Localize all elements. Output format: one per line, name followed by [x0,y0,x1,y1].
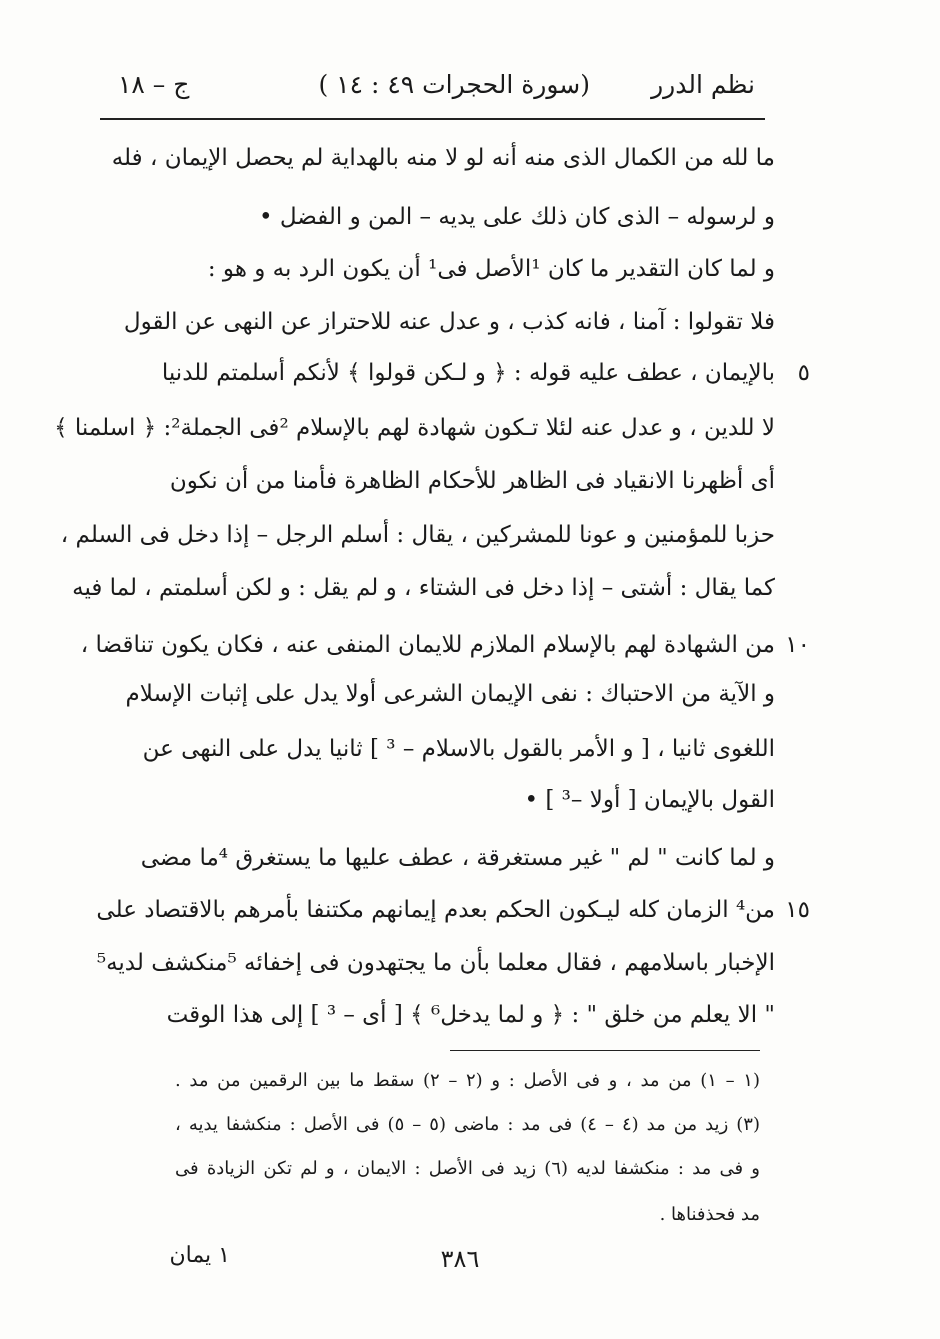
text-line: ما لله من الكمال الذى منه أنه لو لا منه بالهداية لم يحصل الإيمان ، فله [111,145,775,171]
line-number: ١٠ [785,632,810,658]
text-line: من⁴ الزمان كله ليـكون الحكم بعدم إيمانهم مكتنفا بأمرهم بالاقتصاد على [96,897,775,923]
text-line: " الا يعلم من خلق " : ﴿ و لما يدخل⁶ ﴾ [ أى – ³ ] إلى هذا الوقت [166,1002,775,1028]
page-number: ٣٨٦ [440,1245,480,1273]
book-title: نظم الدرر [651,70,755,99]
text-line: فلا تقولوا : آمنا ، فانه كذب ، و عدل عنه للاحتراز عن النهى عن القول [123,309,775,335]
line-number: ٥ [797,360,810,386]
running-header [100,66,765,106]
footnote-line: و فى مد : منكشفا لديه (٦) زيد فى الأصل : الايمان ، و لم تكن الزيادة فى [175,1158,760,1179]
text-line: الإخبار باسلامهم ، فقال معلما بأن ما يجتهدون فى إخفائه ⁵منكشف لديه⁵ [96,950,775,976]
text-line: حزبا للمؤمنين و عونا للمشركين ، يقال : أسلم الرجل – إذا دخل فى السلم ، [60,522,775,548]
text-line: و الآية من الاحتباك : نفى الإيمان الشرعى أولا يدل على إثبات الإسلام [125,681,775,707]
footnote-line: (٣) زيد من مد (٤ – ٤) فى مد : ماضى (٥ – ٥) فى الأصل : منكشفا يديه ، [175,1114,760,1135]
text-line: و لرسوله – الذى كان ذلك على يديه – المن و الفضل • [259,204,775,230]
surah-reference: (سورة الحجرات ٤٩ : ١٤ ) [318,70,590,99]
text-line: و لما كانت " لم " غير مستغرقة ، عطف عليها ما يستغرق ⁴ما مضى [140,845,775,871]
catchword: ١ يمان [169,1243,230,1268]
text-line: بالإيمان ، عطف عليه قوله : ﴿ و لـكن قولوا ﴾ لأنكم أسلمتم للدنيا [161,360,775,386]
text-line: لا للدين ، و عدل عنه لئلا تـكون شهادة لهم بالإسلام ²فى الجملة²: ﴿ اسلمنا ﴾ [54,415,775,441]
footnote-line: (١ – ١) من مد ، و فى الأصل : و (٢ – ٢) سقط ما بين الرقمين من مد . [175,1070,760,1091]
text-line: أى أظهرنا الانقياد فى الظاهر للأحكام الظاهرة فأمنا من أن نكون [169,468,775,494]
text-line: كما يقال : أشتى – إذا دخل فى الشتاء ، و لم يقل : و لكن أسلمتم ، لما فيه [72,575,775,601]
text-line: اللغوى ثانيا ، [ و الأمر بالقول بالاسلام – ³ ] ثانيا يدل على النهى عن [142,736,775,762]
text-line: و لما كان التقدير ما كان ¹الأصل فى¹ أن يكون الرد به و هو : [207,256,775,282]
text-line: من الشهادة لهم بالإسلام الملازم للايمان المنفى عنه ، فكان يكون تناقضا ، [80,632,775,658]
footnote-line: مد فحذفناها . [659,1204,760,1225]
footnote-rule [450,1050,760,1051]
line-number: ١٥ [785,897,810,923]
part-number: ج – ١٨ [118,70,190,99]
text-line: القول بالإيمان [ أولا –³ ] • [524,787,775,813]
header-rule [100,118,765,120]
